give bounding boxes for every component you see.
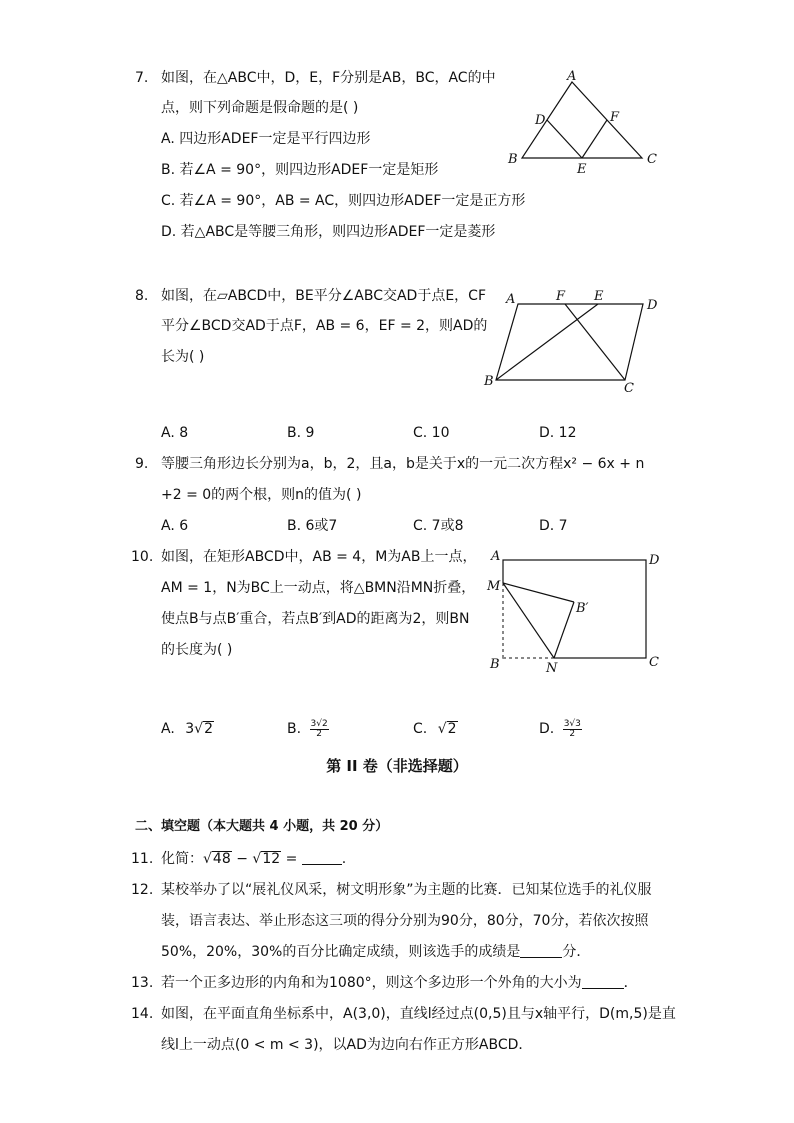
q11-suffix: .	[341, 851, 347, 867]
q9-option-d: D. 7	[539, 518, 568, 534]
q7-label-b: B	[508, 152, 518, 167]
q8-label-d: D	[647, 298, 658, 313]
q10-option-b-denominator: 2	[316, 728, 322, 739]
q9-option-a: A. 6	[161, 518, 189, 534]
q8-label-f: F	[556, 289, 566, 304]
q10-option-c-radical-sign: √	[437, 721, 447, 737]
q10-option-d-denominator: 2	[569, 728, 576, 739]
q13-stem	[161, 973, 638, 993]
q10-option-a-radical-sign: √	[194, 721, 204, 737]
q10-stem-line3: 使点B与点B′重合，若点B′到AD的距离为2，则BN	[161, 611, 470, 627]
q10-option-a-coef: 3	[185, 721, 195, 737]
q10-option-d	[539, 719, 582, 739]
q7-label-e: E	[577, 162, 587, 177]
q8-parallelogram-figure	[480, 286, 670, 398]
q7-label-a: A	[567, 69, 577, 84]
q10-rectangle-figure	[480, 546, 670, 678]
q7-option-b: B. 若∠A = 90°，则四边形ADEF一定是矩形	[161, 162, 439, 178]
q12-stem-line1: 某校举办了以“展礼仪风采，树文明形象”为主题的比赛．已知某位选手的礼仪服	[161, 882, 652, 898]
q14-number: 14.	[131, 1006, 154, 1022]
q10-label-m: M	[487, 579, 501, 594]
q8-stem-line3: 长为( )	[161, 349, 205, 365]
q12-line3-suffix: 分．	[562, 944, 591, 960]
q12-line3-text: 50%，20%，30%的百分比确定成绩，则该选手的成绩是	[161, 944, 521, 960]
q8-label-b: B	[484, 374, 494, 389]
q13-suffix: ．	[623, 975, 638, 991]
q14-stem-line2: 线l上一动点(0 < m < 3)，以AD为边向右作正方形ABCD．	[161, 1037, 533, 1053]
q11-minus: −	[231, 851, 253, 867]
q8-label-a: A	[506, 292, 516, 307]
q11-prefix: 化简：	[161, 851, 203, 867]
q12-number: 12.	[131, 882, 154, 898]
q7-stem-line1: 如图，在△ABC中，D，E，F分别是AB，BC，AC的中	[161, 70, 496, 86]
q10-option-d-fraction	[563, 720, 582, 739]
q13-answer-blank[interactable]	[582, 974, 624, 989]
q9-number: 9.	[135, 456, 149, 472]
q7-option-d: D. 若△ABC是等腰三角形，则四边形ADEF一定是菱形	[161, 224, 496, 240]
q10-label-n: N	[546, 661, 558, 676]
q10-option-b	[287, 719, 329, 739]
q11-answer-blank[interactable]	[302, 850, 342, 865]
q11-number: 11.	[131, 851, 154, 867]
q11-radicand-2: 12	[262, 851, 281, 867]
q10-option-d-label: D.	[539, 721, 555, 737]
q7-stem-line2: 点，则下列命题是假命题的是( )	[161, 100, 359, 116]
q10-option-a-radicand: 2	[204, 721, 213, 737]
q10-option-d-numerator: 3√3	[563, 718, 581, 729]
q10-stem-line4: 的长度为( )	[161, 642, 233, 658]
q10-option-b-fraction	[310, 720, 329, 739]
q8-label-c: C	[624, 381, 634, 396]
q10-option-b-numerator: 3√2	[310, 718, 328, 729]
q7-option-c: C. 若∠A = 90°，AB = AC，则四边形ADEF一定是正方形	[161, 193, 526, 209]
q12-stem-line3	[161, 942, 590, 962]
q10-option-c	[413, 719, 458, 739]
q14-stem-line1: 如图，在平面直角坐标系中，A(3,0)，直线l经过点(0,5)且与x轴平行，D(m,5)是直	[161, 1006, 676, 1022]
part2-heading: 二、填空题（本大题共 4 小题，共 20 分）	[135, 819, 389, 834]
q10-option-c-label: C.	[413, 721, 428, 737]
q10-option-b-label: B.	[287, 721, 302, 737]
q8-option-b: B. 9	[287, 425, 315, 441]
q8-stem-line1: 如图，在▱ABCD中，BE平分∠ABC交AD于点E，CF	[161, 288, 487, 304]
q10-option-c-radicand: 2	[447, 721, 457, 737]
q8-label-e: E	[594, 289, 604, 304]
q9-stem-line1: 等腰三角形边长分别为a，b，2，且a，b是关于x的一元二次方程x² − 6x + n	[161, 456, 645, 472]
q8-option-d: D. 12	[539, 425, 577, 441]
q10-option-a	[161, 719, 214, 739]
q8-number: 8.	[135, 288, 149, 304]
q7-option-a: A. 四边形ADEF一定是平行四边形	[161, 131, 371, 147]
q10-stem-line2: AM = 1，N为BC上一动点，将△BMN沿MN折叠，	[161, 580, 476, 596]
q9-stem-line2: +2 = 0的两个根，则n的值为( )	[161, 487, 362, 503]
q11-radical-sign-1: √	[203, 851, 212, 867]
q10-option-a-label: A.	[161, 721, 175, 737]
q11-radicand-1: 48	[212, 851, 231, 867]
q9-option-c: C. 7或8	[413, 518, 464, 534]
q8-option-c: C. 10	[413, 425, 450, 441]
q12-answer-blank[interactable]	[520, 943, 562, 958]
q12-stem-line2: 装，语言表达、举止形态这三项的得分分别为90分，80分，70分，若依次按照	[161, 913, 649, 929]
q10-stem-line1: 如图，在矩形ABCD中，AB = 4，M为AB上一点，	[161, 549, 477, 565]
q7-label-d: D	[535, 113, 546, 128]
q10-label-c: C	[649, 655, 659, 670]
q13-number: 13.	[131, 975, 154, 991]
q10-label-a: A	[491, 549, 501, 564]
q8-stem-line2: 平分∠BCD交AD于点F，AB = 6，EF = 2，则AD的	[161, 318, 488, 334]
q10-label-b: B	[490, 657, 500, 672]
q10-label-d: D	[649, 553, 660, 568]
q7-triangle-figure	[500, 66, 670, 178]
q7-number: 7.	[135, 70, 149, 86]
q11-stem	[161, 849, 346, 869]
q11-radical-sign-2: √	[252, 851, 262, 867]
q13-text: 若一个正多边形的内角和为1080°，则这个多边形一个外角的大小为	[161, 975, 582, 991]
q9-option-b: B. 6或7	[287, 518, 338, 534]
q11-equals: =	[281, 851, 302, 867]
q8-option-a: A. 8	[161, 425, 189, 441]
section-title: 第 II 卷（非选择题）	[326, 757, 468, 775]
q10-number: 10.	[131, 549, 154, 565]
q7-label-c: C	[647, 152, 657, 167]
q10-label-bprime: B′	[576, 601, 589, 616]
q7-label-f: F	[610, 110, 620, 125]
